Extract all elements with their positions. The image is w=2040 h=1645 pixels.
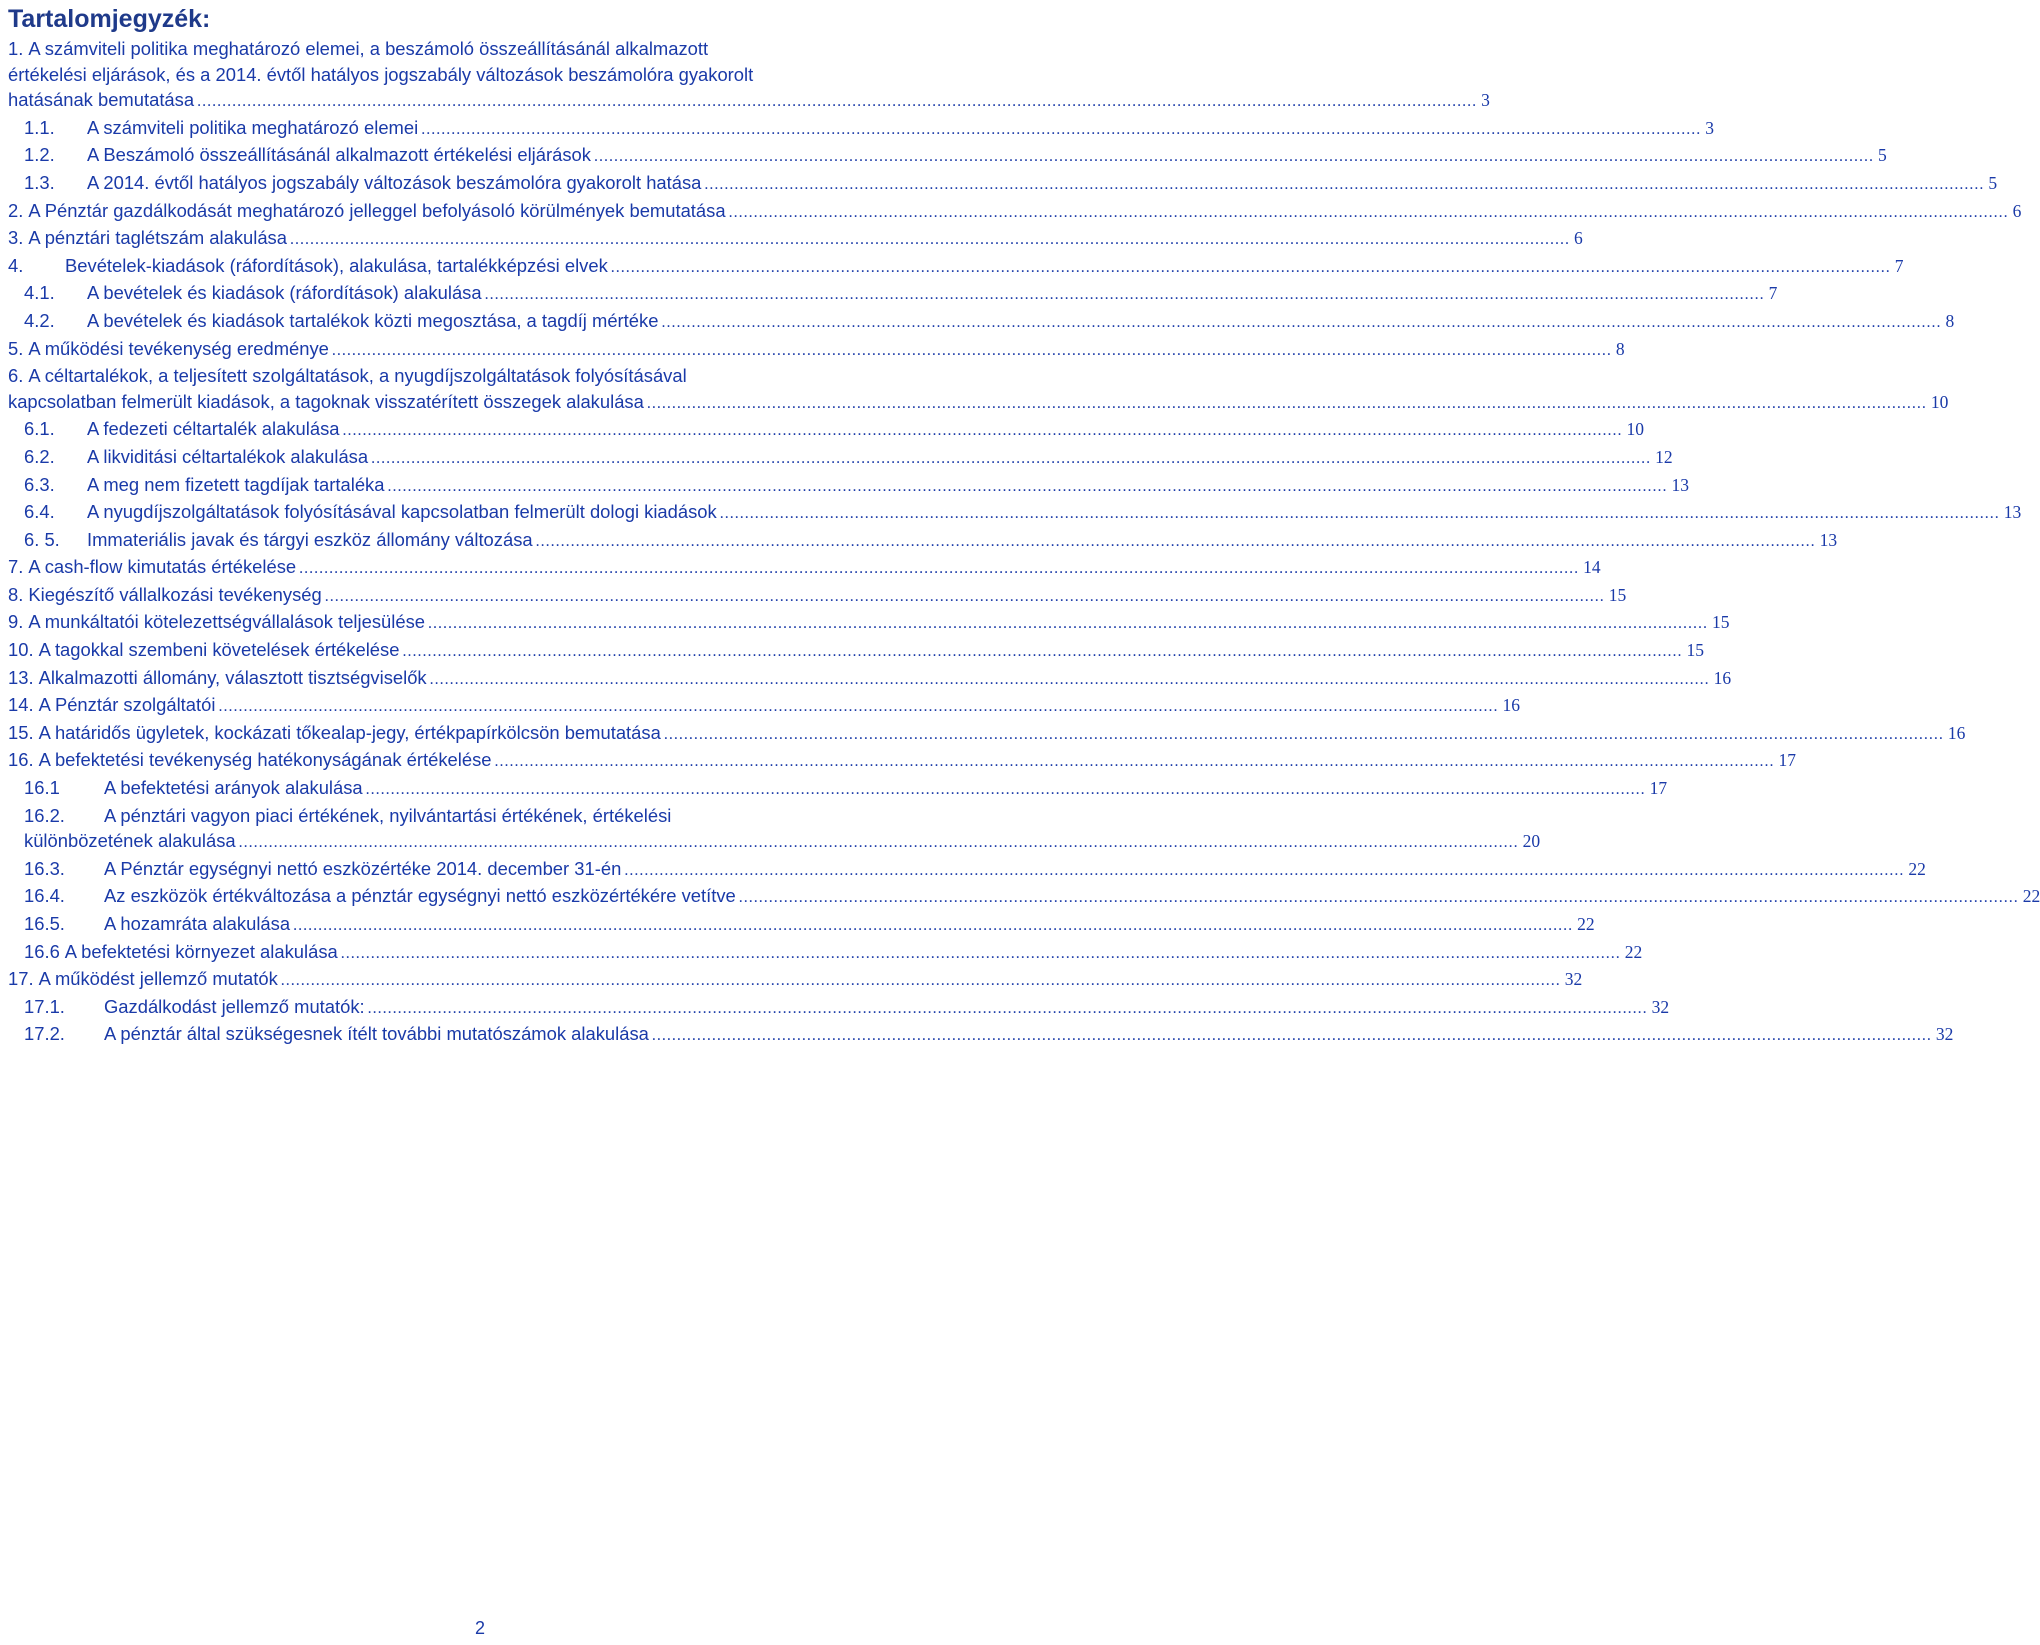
toc-entry-page: 5 [1877, 145, 1887, 166]
toc-dot-leader [485, 282, 1765, 308]
toc-entry-14[interactable] [8, 692, 1520, 720]
toc-dot-leader [720, 501, 2000, 527]
toc-entry-page: 16 [1502, 695, 1520, 716]
toc-entry-page: 13 [2003, 502, 2022, 523]
toc-entry-title: Gazdálkodást jellemző mutatók: [104, 995, 365, 1017]
toc-entry-page: 3 [1481, 90, 1490, 111]
toc-entry-title: A Pénztár egységnyi nettó eszközértéke 2014. december 31-én [104, 857, 622, 879]
toc-entry-4[interactable] [8, 253, 1904, 281]
toc-dot-leader [664, 722, 1944, 748]
toc-entry-number: 16. [8, 749, 34, 771]
toc-entry-page: 32 [1651, 996, 1670, 1017]
toc-entry-number: 1.1. [24, 116, 55, 138]
toc-entry-page: 15 [1608, 584, 1627, 605]
toc-dot-leader [421, 117, 1701, 143]
toc-entry-16-2[interactable] [24, 803, 1541, 856]
toc-entry-title: A hozamráta alakulása [104, 913, 291, 934]
toc-entry-title: A működési tevékenység eredménye [28, 337, 329, 359]
toc-dot-leader [624, 858, 1904, 884]
toc-entry-title: A 2014. évtől hatályos jogszabály változások beszámolóra gyakorolt hatása [87, 171, 702, 193]
toc-entry-page: 3 [1705, 117, 1714, 138]
toc-entry-5[interactable] [8, 336, 1625, 364]
toc-entry-title: A munkáltatói kötelezettségvállalások teljesülése [28, 611, 425, 633]
toc-entry-title-line: A céltartalékok, a teljesített szolgáltatások, a nyugdíjszolgáltatások folyósításával [28, 365, 687, 387]
toc-entry-title: Kiegészítő vállalkozási tevékenység [28, 583, 322, 605]
toc-entry-title: A számviteli politika meghatározó elemei [87, 116, 419, 138]
toc-entry-page: 7 [1894, 255, 1904, 276]
toc-entry-number: 6. 5. [24, 528, 60, 550]
toc-entry-number: 17.1. [24, 995, 65, 1017]
toc-entry-title: A pénztári taglétszám alakulása [28, 227, 287, 249]
toc-entry-page: 14 [1583, 557, 1601, 578]
toc-entry-title: A befektetési arányok alakulása [104, 777, 363, 799]
toc-entry-2[interactable] [8, 198, 2022, 226]
toc-dot-leader [594, 144, 1874, 170]
toc-entry-page: 32 [1564, 969, 1583, 990]
toc-entry-number: 4. [8, 254, 24, 276]
toc-entry-4-2[interactable] [24, 308, 1955, 336]
toc-entry-page: 8 [1945, 310, 1955, 331]
toc-entry-page: 8 [1615, 338, 1625, 359]
toc-dot-leader [729, 200, 2009, 226]
toc-entry-number: 1.2. [24, 144, 55, 166]
toc-dot-leader [293, 913, 1573, 939]
toc-entry-title: kapcsolatban felmerült kiadások, a tagoknak visszatérített összegek alakulása [8, 390, 644, 412]
toc-entry-8[interactable] [8, 582, 1627, 610]
toc-dot-leader [611, 255, 1891, 281]
toc-dot-leader [368, 996, 1648, 1022]
toc-entry-title: A nyugdíjszolgáltatások folyósításával kapcsolatban felmerült dologi kiadások [87, 501, 717, 523]
toc-entry-15[interactable] [8, 720, 1966, 748]
toc-entry-number: 1.3. [24, 171, 55, 193]
toc-entry-page: 16 [1947, 722, 1966, 743]
toc-entry-17[interactable] [8, 966, 1583, 994]
toc-entry-16-1[interactable] [24, 775, 1668, 803]
toc-entry-title: A határidős ügyletek, kockázati tőkealap-jegy, értékpapírkölcsön bemutatása [38, 721, 661, 743]
toc-dot-leader [299, 556, 1579, 582]
toc-entry-title: Bevételek-kiadások (ráfordítások), alakulása, tartalékképzési elvek [65, 254, 608, 276]
toc-dot-leader [387, 474, 1667, 500]
toc-entry-number: 9. [8, 611, 24, 633]
toc-entry-page: 22 [2022, 886, 2040, 907]
toc-entry-page: 22 [1624, 941, 1643, 962]
toc-entry-number: 16.1 [24, 777, 60, 799]
toc-entry-page: 16 [1713, 667, 1732, 688]
toc-dot-leader [341, 941, 1621, 967]
toc-dot-leader [428, 611, 1708, 637]
toc-dot-leader [661, 310, 1941, 336]
toc-entry-number: 4.2. [24, 309, 55, 331]
toc-entry-17-1[interactable] [24, 994, 1670, 1022]
toc-entry-page: 17 [1649, 778, 1668, 799]
toc-entry-number: 2. [8, 199, 24, 221]
toc-entry-page: 22 [1908, 858, 1926, 879]
toc-entry-13[interactable] [8, 665, 1732, 693]
toc-entry-page: 22 [1577, 914, 1595, 934]
toc-entry-number: 16.6 [24, 940, 60, 962]
toc-entry-page: 15 [1686, 640, 1704, 661]
toc-entry-page: 6 [2012, 200, 2022, 221]
toc-entry-title: A cash-flow kimutatás értékelése [28, 556, 297, 578]
toc-dot-leader [402, 639, 1682, 665]
toc-entry-title: hatásának bemutatása [8, 89, 195, 111]
toc-dot-leader [704, 172, 1984, 198]
toc-entry-17-2[interactable] [24, 1021, 1954, 1049]
table-of-contents [8, 36, 2040, 1049]
toc-dot-leader [371, 446, 1651, 472]
toc-dot-leader [430, 667, 1710, 693]
toc-entry-6-3[interactable] [24, 472, 1689, 500]
toc-entry-title-line: A számviteli politika meghatározó elemei, a beszámoló összeállításánál alkalmazott [28, 38, 709, 59]
toc-dot-leader [366, 777, 1646, 803]
toc-entry-16-5[interactable] [24, 911, 1595, 939]
toc-entry-page: 15 [1712, 612, 1730, 633]
toc-entry-number: 13. [8, 666, 34, 688]
toc-entry-7[interactable] [8, 554, 1601, 582]
toc-entry-page: 5 [1988, 172, 1998, 193]
toc-entry-title: A tagokkal szembeni követelések értékelése [38, 639, 400, 661]
toc-entry-title: különbözetének alakulása [24, 830, 236, 852]
toc-entry-6-1[interactable] [24, 416, 1645, 444]
toc-dot-leader [647, 391, 1927, 417]
toc-entry-title: A likviditási céltartalékok alakulása [87, 445, 369, 467]
toc-entry-number: 16.2. [24, 804, 65, 826]
toc-entry-title: A bevételek és kiadások (ráfordítások) alakulása [87, 282, 482, 304]
toc-entry-page: 10 [1626, 419, 1645, 440]
toc-entry-page: 7 [1768, 283, 1778, 304]
toc-entry-title: A Beszámoló összeállításánál alkalmazott értékelési eljárások [87, 144, 591, 166]
toc-entry-title: A működést jellemző mutatók [38, 968, 278, 990]
toc-entry-6-5[interactable] [24, 527, 1838, 555]
toc-entry-number: 10. [8, 639, 34, 661]
toc-dot-leader [536, 529, 1816, 555]
toc-entry-3[interactable] [8, 225, 1583, 253]
toc-entry-4-1[interactable] [24, 280, 1778, 308]
toc-entry-title: Immateriális javak és tárgyi eszköz állomány változása [87, 528, 533, 550]
toc-entry-number: 3. [8, 227, 24, 249]
toc-entry-title: A meg nem fizetett tagdíjak tartaléka [87, 473, 385, 495]
toc-entry-title: A bevételek és kiadások tartalékok közti megosztása, a tagdíj mértéke [87, 309, 659, 331]
toc-entry-number: 17.2. [24, 1023, 65, 1045]
toc-entry-page: 10 [1930, 391, 1949, 412]
toc-entry-1[interactable] [8, 36, 1490, 115]
toc-dot-leader [197, 89, 1477, 115]
toc-dot-leader [332, 338, 1612, 364]
toc-entry-title: A befektetési környezet alakulása [64, 940, 338, 962]
toc-entry-title: A fedezeti céltartalék alakulása [87, 418, 340, 440]
toc-entry-number: 14. [8, 694, 34, 716]
toc-dot-leader [290, 227, 1570, 253]
toc-entry-number: 16.5. [24, 913, 65, 934]
toc-entry-title: Az eszközök értékváltozása a pénztár egységnyi nettó eszközértékére vetítve [104, 885, 736, 907]
toc-entry-title-line: A pénztári vagyon piaci értékének, nyilvántartási értékének, értékelési [104, 804, 672, 826]
toc-entry-10[interactable] [8, 637, 1704, 665]
toc-entry-number: 6.2. [24, 445, 55, 467]
toc-entry-16-6[interactable] [24, 939, 1643, 967]
toc-entry-number: 5. [8, 337, 24, 359]
toc-entry-number: 7. [8, 556, 24, 578]
toc-entry-page: 6 [1573, 228, 1583, 249]
toc-entry-9[interactable] [8, 609, 1730, 637]
toc-entry-page: 13 [1819, 529, 1838, 550]
toc-dot-leader [652, 1023, 1932, 1049]
toc-entry-title: A befektetési tevékenység hatékonyságának értékelése [38, 749, 492, 771]
toc-entry-6-4[interactable] [24, 499, 2022, 527]
toc-entry-page: 12 [1655, 446, 1673, 467]
toc-entry-number: 1. [8, 38, 24, 59]
toc-entry-1-1[interactable] [24, 115, 1714, 143]
toc-entry-number: 4.1. [24, 282, 55, 304]
toc-entry-6-2[interactable] [24, 444, 1673, 472]
toc-entry-16[interactable] [8, 747, 1796, 775]
toc-entry-1-2[interactable] [24, 142, 1887, 170]
toc-entry-number: 6.4. [24, 501, 55, 523]
toc-entry-number: 6.1. [24, 418, 55, 440]
toc-entry-6[interactable] [8, 363, 1949, 416]
toc-entry-title: A Pénztár gazdálkodását meghatározó jelleggel befolyásoló körülmények bemutatása [28, 199, 726, 221]
toc-heading: Tartalomjegyzék: [8, 5, 211, 33]
toc-dot-leader [281, 968, 1561, 994]
toc-entry-number: 16.3. [24, 857, 65, 879]
toc-entry-page: 20 [1522, 831, 1541, 852]
toc-entry-number: 16.4. [24, 885, 65, 907]
toc-dot-leader [343, 418, 1623, 444]
toc-entry-page: 13 [1671, 474, 1689, 495]
toc-dot-leader [325, 584, 1605, 610]
toc-entry-number: 8. [8, 583, 24, 605]
toc-entry-title: A Pénztár szolgáltatói [38, 694, 216, 716]
toc-entry-number: 15. [8, 721, 34, 743]
toc-dot-leader [239, 830, 1519, 856]
toc-entry-16-4[interactable] [24, 883, 2040, 911]
toc-entry-title: A pénztár által szükségesnek ítélt további mutatószámok alakulása [104, 1023, 649, 1045]
toc-entry-title: Alkalmazotti állomány, választott tisztségviselők [38, 666, 427, 688]
toc-dot-leader [218, 694, 1498, 720]
toc-dot-leader [495, 749, 1775, 775]
toc-entry-number: 17. [8, 968, 34, 990]
page-number: 2 [474, 1618, 485, 1638]
toc-entry-page: 32 [1935, 1024, 1954, 1045]
toc-dot-leader [739, 885, 2019, 911]
toc-entry-title-line: értékelési eljárások, és a 2014. évtől hatályos jogszabály változások beszámolóra gyakorolt [8, 63, 754, 85]
toc-entry-1-3[interactable] [24, 170, 1998, 198]
toc-entry-number: 6.3. [24, 473, 55, 495]
toc-entry-number: 6. [8, 365, 24, 387]
toc-entry-page: 17 [1778, 750, 1796, 771]
toc-entry-16-3[interactable] [24, 856, 1926, 884]
